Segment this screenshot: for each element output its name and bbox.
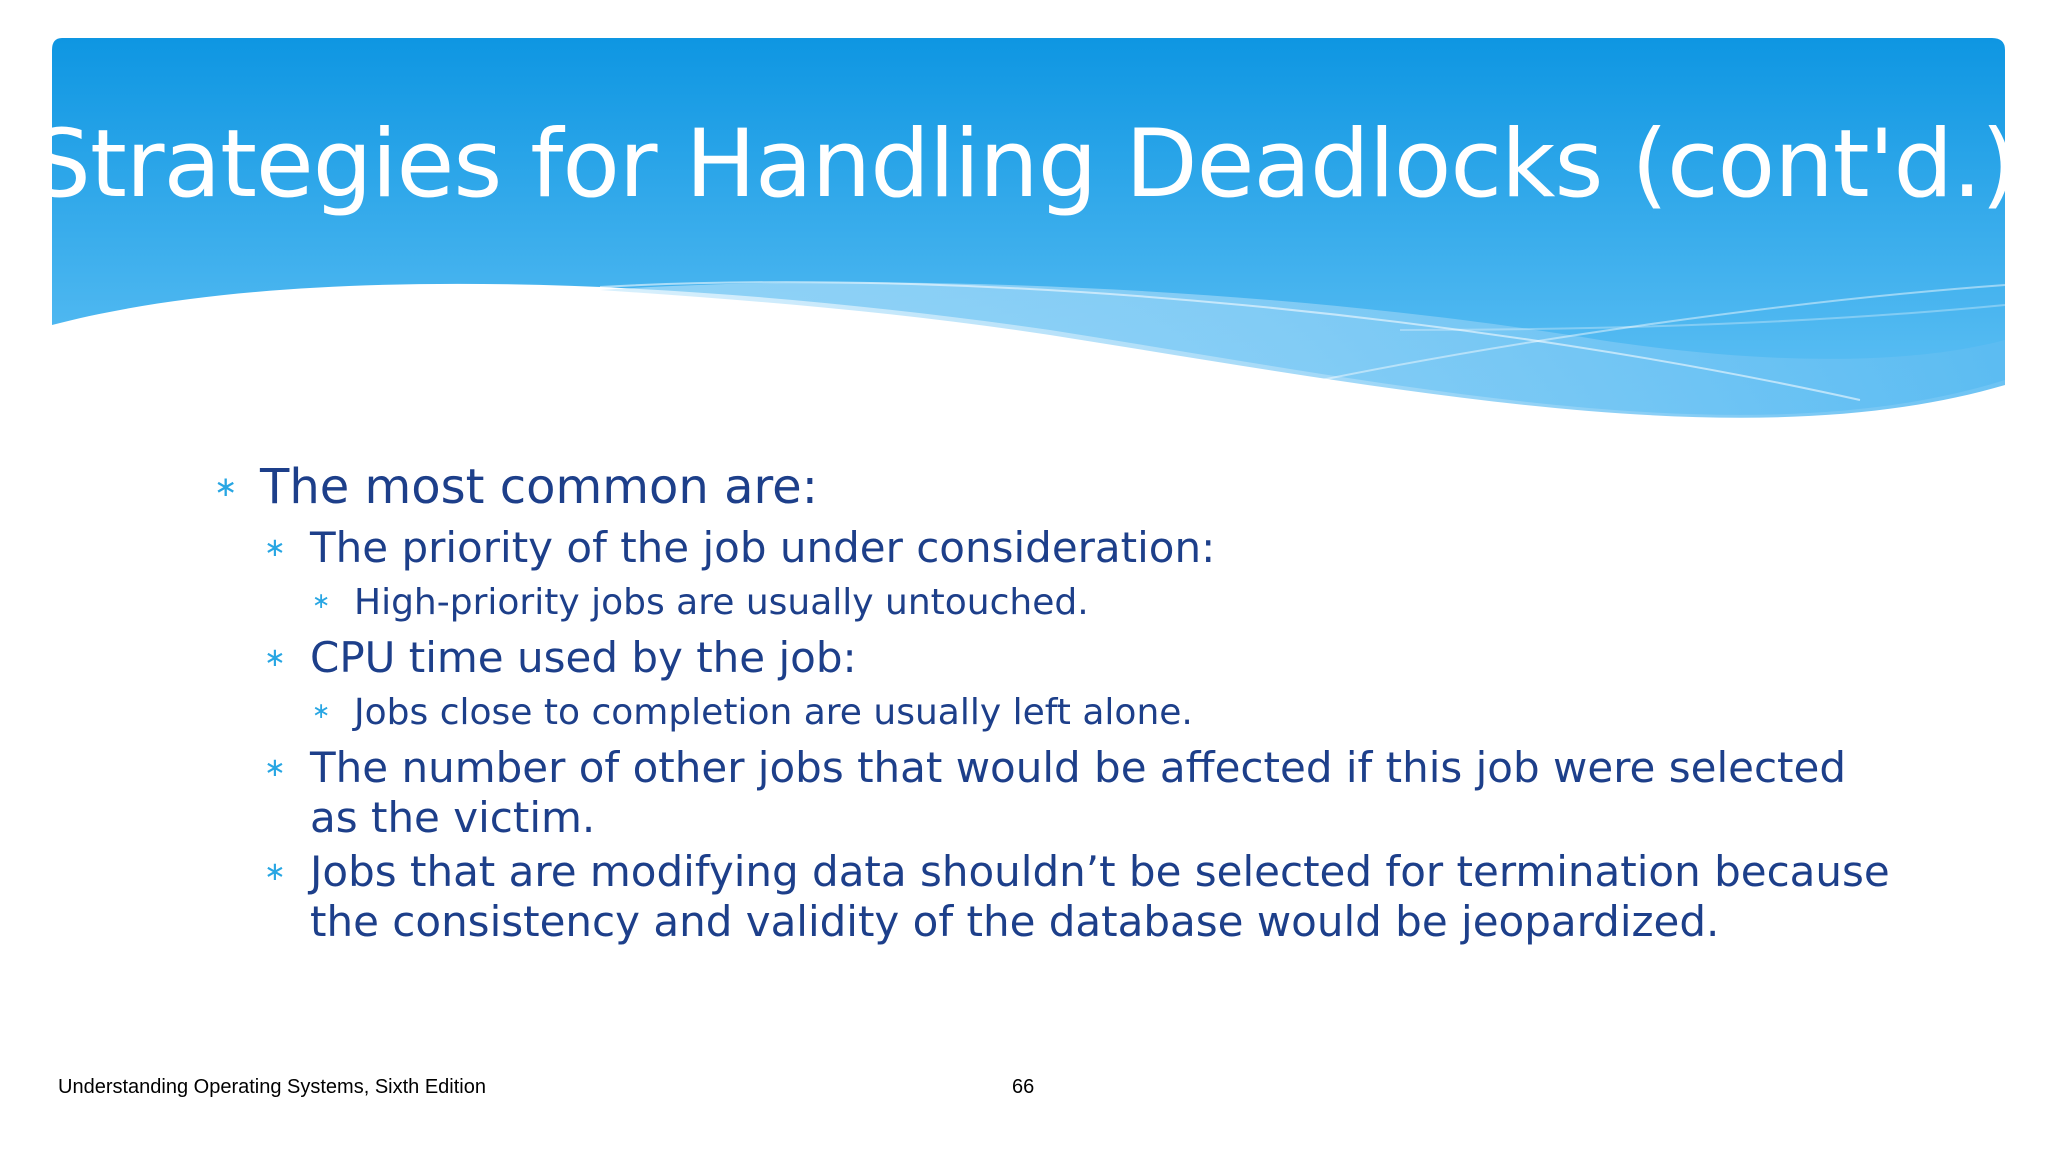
bullet-item [310,687,1890,739]
asterisk-bullet-icon: ∗ [264,533,286,563]
bullet-item [260,847,1890,947]
bullet-list [210,455,1890,951]
asterisk-bullet-icon: ∗ [214,470,238,503]
bullet-item [260,743,1890,843]
slide-title: Strategies for Handling Deadlocks (cont'd.) [31,110,2017,219]
bullet-item [260,523,1890,573]
bullet-text: Jobs that are modifying data shouldn’t be selected for termination because the consistency and validity of the database would be jeopardized. [310,847,1890,946]
asterisk-bullet-icon: ∗ [264,857,286,887]
bullet-item [260,633,1890,683]
asterisk-bullet-icon: ∗ [264,753,286,783]
footer-book-title: Understanding Operating Systems, Sixth Edition [58,1076,486,1098]
bullet-text: The number of other jobs that would be affected if this job were selected as the victim. [310,743,1847,842]
bullet-text: Jobs close to completion are usually left alone. [354,692,1193,733]
asterisk-bullet-icon: ∗ [312,699,331,724]
bullet-item [210,455,1890,519]
footer-page-number: 66 [1012,1076,1035,1098]
asterisk-bullet-icon: ∗ [312,589,331,614]
bullet-text: High-priority jobs are usually untouched. [354,582,1089,623]
bullet-item [310,577,1890,629]
bullet-text: The most common are: [260,459,818,515]
header-wave-background [0,0,2048,460]
bullet-text: The priority of the job under consideration: [310,523,1216,572]
asterisk-bullet-icon: ∗ [264,643,286,673]
bullet-text: CPU time used by the job: [310,633,857,682]
